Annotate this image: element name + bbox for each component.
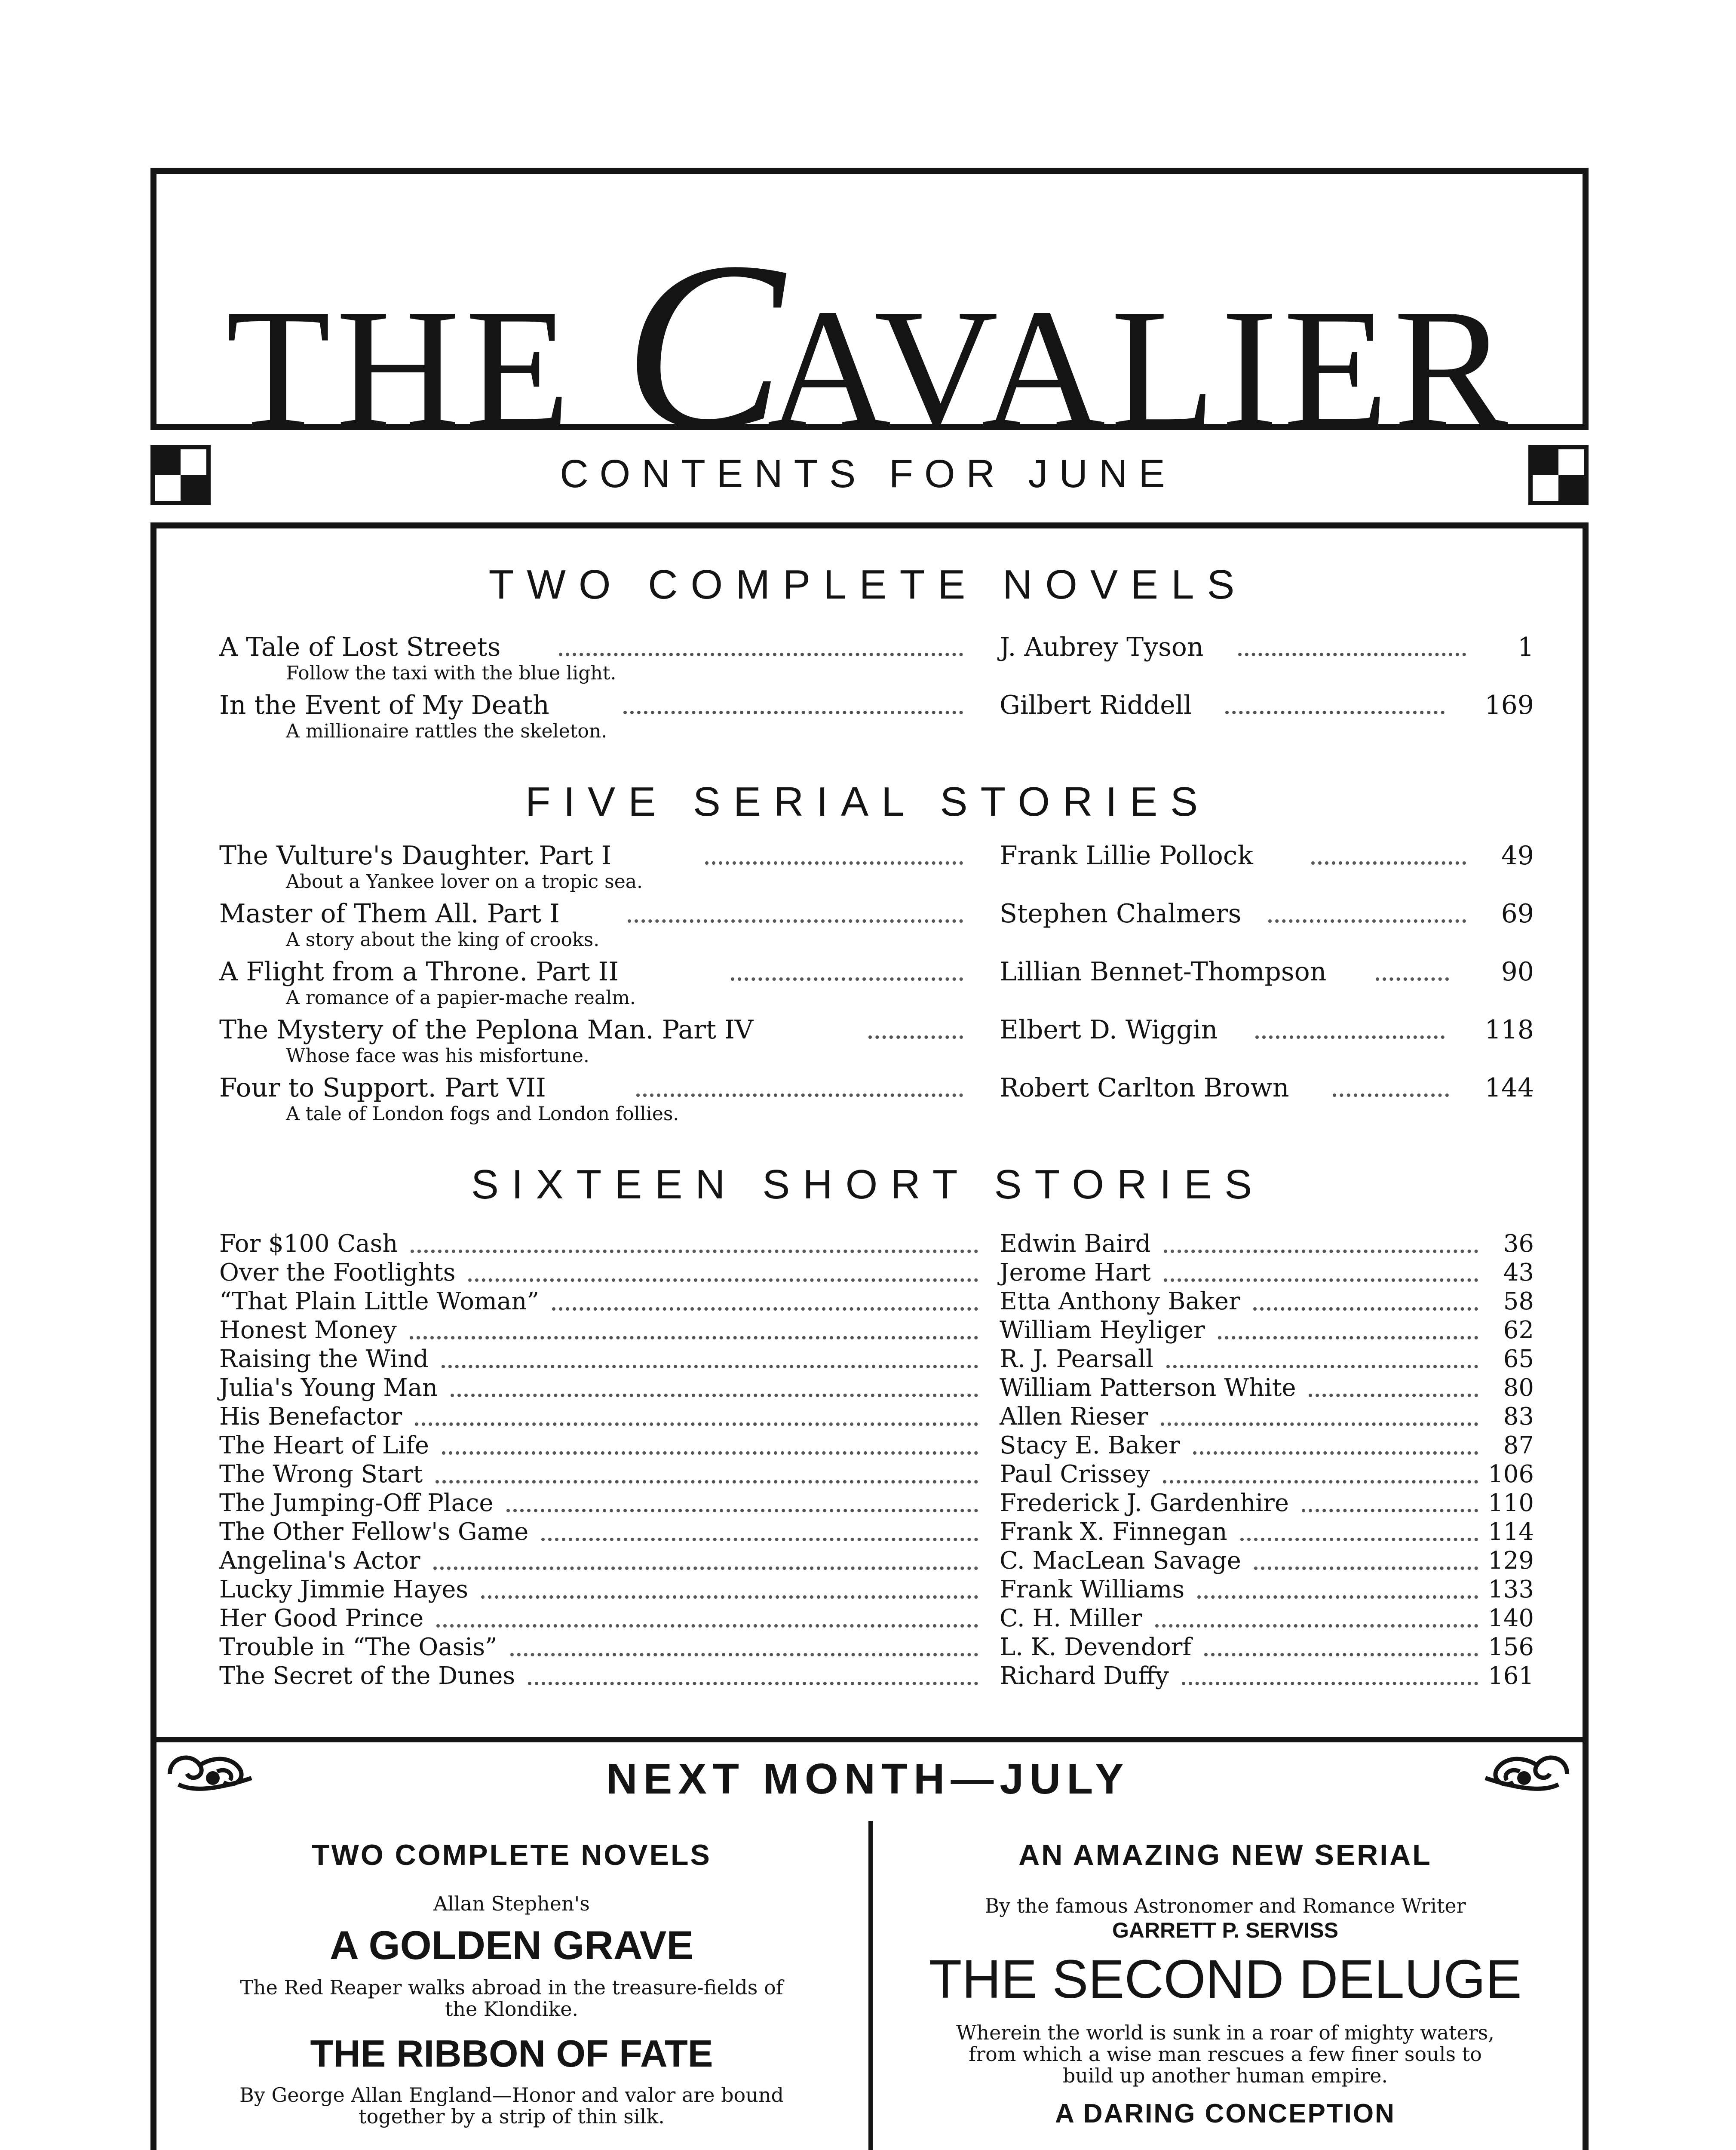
dot-leader xyxy=(433,1566,978,1570)
title-the: THE xyxy=(225,273,624,464)
story-page: 43 xyxy=(1503,1259,1534,1287)
dot-leader xyxy=(1268,919,1466,923)
divider-rule xyxy=(150,1737,1589,1742)
entry-title: In the Event of My Death xyxy=(219,690,549,720)
story-page: 80 xyxy=(1503,1374,1534,1402)
dot-leader xyxy=(1193,1451,1478,1455)
dot-leader xyxy=(1163,1480,1478,1484)
contents-heading: CONTENTS FOR JUNE xyxy=(560,452,1176,496)
dot-leader xyxy=(1164,1278,1478,1282)
title-initial-c: C xyxy=(623,212,767,479)
story-title: Lucky Jimmie Hayes xyxy=(219,1576,469,1603)
story-title: The Heart of Life xyxy=(219,1431,429,1459)
story-author: R. J. Pearsall xyxy=(1000,1345,1153,1373)
story-author: L. K. Devendorf xyxy=(1000,1633,1192,1661)
dot-leader xyxy=(436,1624,978,1628)
story-page: 133 xyxy=(1488,1576,1534,1603)
entry-subtitle: A millionaire rattles the skeleton. xyxy=(286,720,607,742)
entry-page: 69 xyxy=(1501,899,1534,929)
entry-author: Stephen Chalmers xyxy=(1000,899,1242,929)
story-page: 83 xyxy=(1503,1403,1534,1431)
dot-leader xyxy=(1225,711,1445,714)
entry-author: J. Aubrey Tyson xyxy=(1000,632,1204,662)
dot-leader xyxy=(481,1595,978,1599)
story-page: 140 xyxy=(1488,1604,1534,1632)
dot-leader xyxy=(1254,1566,1478,1570)
story-title: His Benefactor xyxy=(219,1403,402,1431)
story-title: Angelina's Actor xyxy=(219,1547,420,1575)
story-page: 110 xyxy=(1488,1489,1534,1517)
entry-author: Robert Carlton Brown xyxy=(1000,1073,1289,1103)
story-title: Honest Money xyxy=(219,1316,397,1344)
dot-leader xyxy=(541,1538,978,1541)
dot-leader xyxy=(506,1509,978,1512)
story-author: Frederick J. Gardenhire xyxy=(1000,1489,1289,1517)
next-novel-byline: Allan Stephen's xyxy=(433,1892,590,1915)
dot-leader xyxy=(436,1480,978,1484)
story-page: 87 xyxy=(1503,1431,1534,1459)
story-page: 106 xyxy=(1488,1460,1534,1488)
dot-leader xyxy=(1311,861,1466,865)
story-author: Jerome Hart xyxy=(1000,1259,1151,1287)
entry-author: Gilbert Riddell xyxy=(1000,690,1192,720)
story-title: The Other Fellow's Game xyxy=(219,1518,529,1546)
entry-page: 1 xyxy=(1517,632,1534,662)
dot-leader xyxy=(415,1422,978,1426)
entry-subtitle: About a Yankee lover on a tropic sea. xyxy=(286,871,643,893)
story-page: 114 xyxy=(1488,1518,1534,1546)
dot-leader xyxy=(1161,1422,1478,1426)
story-title: Over the Footlights xyxy=(219,1259,456,1287)
next-serial-heading: AN AMAZING NEW SERIAL xyxy=(1018,1839,1432,1871)
next-serial-byline-1: By the famous Astronomer and Romance Writer xyxy=(985,1894,1466,1917)
column-divider xyxy=(868,1821,873,2150)
dot-leader xyxy=(1333,1093,1449,1097)
entry-title: A Flight from a Throne. Part II xyxy=(219,957,619,987)
story-author: Paul Crissey xyxy=(1000,1460,1150,1488)
dot-leader xyxy=(1218,1336,1478,1339)
entry-subtitle: A tale of London fogs and London follies. xyxy=(286,1103,679,1125)
entry-page: 118 xyxy=(1484,1015,1534,1045)
entry-page: 49 xyxy=(1501,841,1534,871)
entry-subtitle: Whose face was his misfortune. xyxy=(286,1045,589,1067)
entry-subtitle: A story about the king of crooks. xyxy=(286,929,600,951)
entry-title: The Mystery of the Peplona Man. Part IV xyxy=(219,1015,754,1045)
dot-leader xyxy=(442,1451,978,1455)
story-author: Frank Williams xyxy=(1000,1576,1185,1603)
story-author: Stacy E. Baker xyxy=(1000,1431,1180,1459)
story-author: Allen Rieser xyxy=(1000,1403,1148,1431)
dot-leader xyxy=(552,1307,978,1311)
story-page: 129 xyxy=(1488,1547,1534,1575)
dot-leader xyxy=(510,1653,978,1656)
next-novels-heading: TWO COMPLETE NOVELS xyxy=(312,1839,712,1871)
story-title: Raising the Wind xyxy=(219,1345,429,1373)
story-title: For $100 Cash xyxy=(219,1230,398,1258)
entry-title: Four to Support. Part VII xyxy=(219,1073,546,1103)
dot-leader xyxy=(1253,1307,1478,1311)
serials-heading: FIVE SERIAL STORIES xyxy=(525,779,1211,825)
story-title: Julia's Young Man xyxy=(219,1374,438,1402)
story-page: 62 xyxy=(1503,1316,1534,1344)
dot-leader xyxy=(410,1336,978,1339)
next-serial-tagline: A DARING CONCEPTION xyxy=(1055,2099,1396,2128)
entry-title: A Tale of Lost Streets xyxy=(219,632,501,662)
entry-title: Master of Them All. Part I xyxy=(219,899,560,929)
dot-leader xyxy=(1155,1624,1478,1628)
dot-leader xyxy=(1238,653,1466,656)
dot-leader xyxy=(1309,1394,1478,1397)
dot-leader xyxy=(1204,1653,1478,1656)
dot-leader xyxy=(1240,1538,1478,1541)
next-novel-desc-2a: By George Allan England—Honor and valor are bound xyxy=(239,2083,784,2107)
next-novel-desc-1a: The Red Reaper walks abroad in the treasure-fields of xyxy=(240,1976,783,1999)
dot-leader xyxy=(636,1093,963,1097)
next-month-heading: NEXT MONTH—JULY xyxy=(606,1755,1130,1803)
story-author: C. H. Miller xyxy=(1000,1604,1142,1632)
shorts-heading: SIXTEEN SHORT STORIES xyxy=(471,1161,1265,1207)
story-author: William Patterson White xyxy=(1000,1374,1296,1402)
entry-author: Elbert D. Wiggin xyxy=(1000,1015,1218,1045)
dot-leader xyxy=(451,1394,978,1397)
novels-heading: TWO COMPLETE NOVELS xyxy=(488,562,1248,608)
next-novel-title-1: A GOLDEN GRAVE xyxy=(329,1923,694,1968)
story-title: Trouble in “The Oasis” xyxy=(219,1633,497,1661)
dot-leader xyxy=(528,1682,978,1685)
story-author: William Heyliger xyxy=(1000,1316,1205,1344)
next-serial-author: GARRETT P. SERVISS xyxy=(1112,1918,1339,1942)
next-serial-desc-a: Wherein the world is sunk in a roar of mighty waters, xyxy=(956,2021,1494,2044)
next-serial-desc-c: build up another human empire. xyxy=(1062,2064,1388,2087)
story-page: 161 xyxy=(1488,1662,1534,1690)
entry-page: 144 xyxy=(1484,1073,1534,1103)
next-serial-desc-b: from which a wise man rescues a few finer souls to xyxy=(969,2042,1482,2066)
dot-leader xyxy=(1164,1250,1478,1253)
dot-leader xyxy=(1166,1365,1478,1368)
dot-leader xyxy=(559,653,963,656)
dot-leader xyxy=(731,977,963,981)
entry-subtitle: A romance of a papier-mache realm. xyxy=(286,987,636,1009)
entry-page: 169 xyxy=(1484,690,1534,720)
dot-leader xyxy=(1182,1682,1478,1685)
story-page: 58 xyxy=(1503,1287,1534,1315)
dot-leader xyxy=(411,1250,978,1253)
entry-author: Lillian Bennet-Thompson xyxy=(1000,957,1327,987)
entry-title: The Vulture's Daughter. Part I xyxy=(219,841,612,871)
dot-leader xyxy=(1197,1595,1478,1599)
story-title: The Wrong Start xyxy=(219,1460,423,1488)
dot-leader xyxy=(1376,977,1449,981)
entry-author: Frank Lillie Pollock xyxy=(1000,841,1253,871)
story-author: Frank X. Finnegan xyxy=(1000,1518,1227,1546)
story-author: Richard Duffy xyxy=(1000,1662,1169,1690)
next-novel-title-2: THE RIBBON OF FATE xyxy=(310,2032,713,2075)
dot-leader xyxy=(623,711,963,714)
story-author: Edwin Baird xyxy=(1000,1230,1151,1258)
story-title: The Secret of the Dunes xyxy=(219,1662,515,1690)
dot-leader xyxy=(868,1035,963,1039)
entry-page: 90 xyxy=(1501,957,1534,987)
story-author: Etta Anthony Baker xyxy=(1000,1287,1240,1315)
dot-leader xyxy=(468,1278,978,1282)
entry-subtitle: Follow the taxi with the blue light. xyxy=(286,662,616,684)
story-page: 36 xyxy=(1503,1230,1534,1258)
title-avalier: AVALIER xyxy=(767,273,1514,464)
dot-leader xyxy=(442,1365,978,1368)
story-page: 65 xyxy=(1503,1345,1534,1373)
dot-leader xyxy=(1302,1509,1478,1512)
story-title: The Jumping-Off Place xyxy=(219,1489,494,1517)
story-page: 156 xyxy=(1488,1633,1534,1661)
story-title: Her Good Prince xyxy=(219,1604,424,1632)
story-author: C. MacLean Savage xyxy=(1000,1547,1241,1575)
dot-leader xyxy=(1255,1035,1445,1039)
dot-leader xyxy=(628,919,963,923)
next-novel-desc-2b: together by a strip of thin silk. xyxy=(359,2105,665,2128)
story-title: “That Plain Little Woman” xyxy=(219,1287,540,1315)
dot-leader xyxy=(705,861,963,865)
next-serial-title: THE SECOND DELUGE xyxy=(929,1949,1522,2009)
next-novel-desc-1b: the Klondike. xyxy=(445,1997,579,2021)
